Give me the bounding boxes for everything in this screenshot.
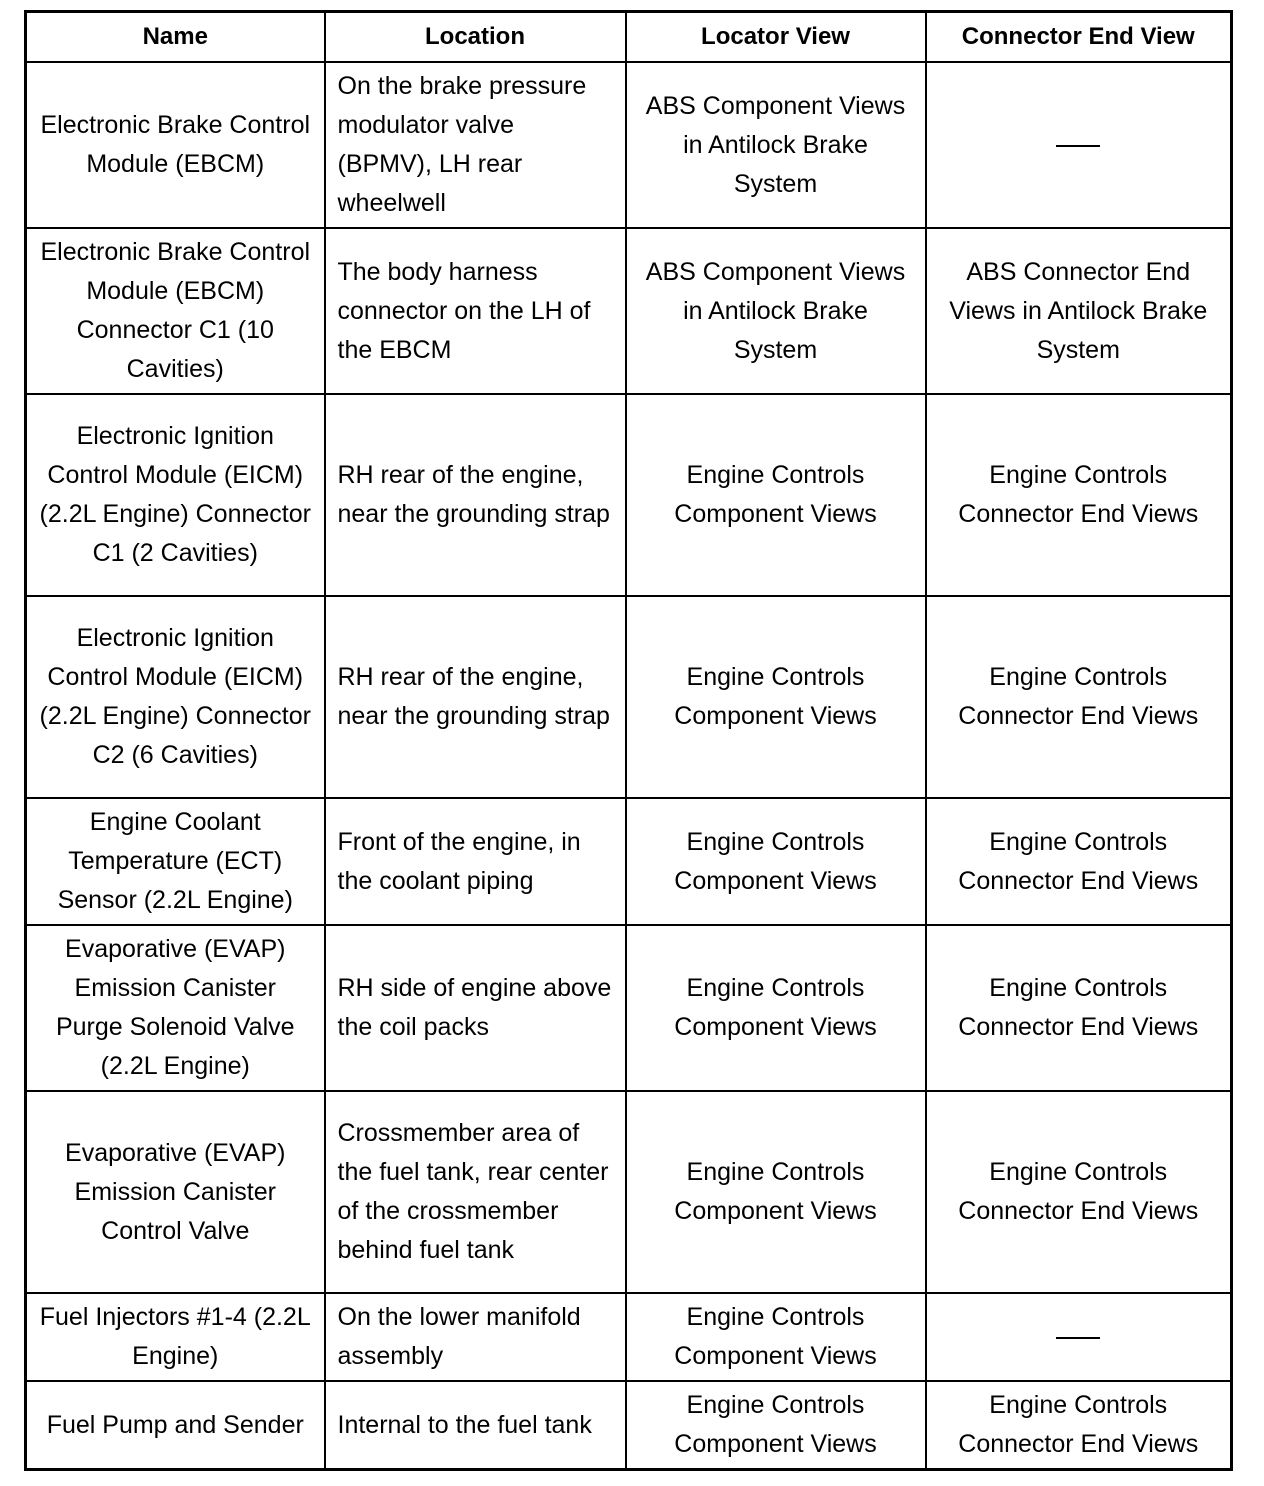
- table-row: [26, 62, 1232, 228]
- header-locator-view: Locator View: [626, 12, 926, 63]
- cell-name: Electronic Ignition Control Module (EICM) (2.2L Engine) Connector C2 (6 Cavities): [26, 596, 325, 798]
- cell-name: Engine Coolant Temperature (ECT) Sensor (2.2L Engine): [26, 798, 325, 925]
- cell-locator-view: ABS Component Views in Antilock Brake System: [626, 228, 926, 394]
- cell-location: RH side of engine above the coil packs: [325, 925, 626, 1091]
- cell-connector-end-view: Engine Controls Connector End Views: [926, 1091, 1232, 1293]
- cell-connector-end-view: Engine Controls Connector End Views: [926, 798, 1232, 925]
- table-row: [26, 798, 1232, 925]
- header-connector-end-view: Connector End View: [926, 12, 1232, 63]
- component-locator-table: [24, 10, 1233, 1471]
- cell-name: Electronic Brake Control Module (EBCM): [26, 62, 325, 228]
- table-row: [26, 1293, 1232, 1381]
- cell-locator-view: Engine Controls Component Views: [626, 798, 926, 925]
- cell-connector-end-view: ABS Connector End Views in Antilock Brake System: [926, 228, 1232, 394]
- cell-locator-view: Engine Controls Component Views: [626, 394, 926, 596]
- cell-location: The body harness connector on the LH of the EBCM: [325, 228, 626, 394]
- table-row: [26, 925, 1232, 1091]
- cell-connector-end-view: Engine Controls Connector End Views: [926, 394, 1232, 596]
- table-row: [26, 596, 1232, 798]
- cell-name: Evaporative (EVAP) Emission Canister Control Valve: [26, 1091, 325, 1293]
- cell-name: Electronic Brake Control Module (EBCM) Connector C1 (10 Cavities): [26, 228, 325, 394]
- cell-connector-end-view: Engine Controls Connector End Views: [926, 1381, 1232, 1470]
- cell-location: On the brake pressure modulator valve (BPMV), LH rear wheelwell: [325, 62, 626, 228]
- cell-locator-view: Engine Controls Component Views: [626, 1091, 926, 1293]
- empty-dash: [1056, 1337, 1100, 1339]
- cell-location: Internal to the fuel tank: [325, 1381, 626, 1470]
- cell-name: Electronic Ignition Control Module (EICM) (2.2L Engine) Connector C1 (2 Cavities): [26, 394, 325, 596]
- table-row: [26, 1091, 1232, 1293]
- cell-connector-end-view: Engine Controls Connector End Views: [926, 925, 1232, 1091]
- empty-dash: [1056, 145, 1100, 147]
- cell-location: RH rear of the engine, near the grounding strap: [325, 394, 626, 596]
- cell-location: Front of the engine, in the coolant piping: [325, 798, 626, 925]
- cell-connector-end-view: [926, 62, 1232, 228]
- cell-locator-view: Engine Controls Component Views: [626, 596, 926, 798]
- header-row: [26, 12, 1232, 63]
- header-location: Location: [325, 12, 626, 63]
- cell-locator-view: Engine Controls Component Views: [626, 925, 926, 1091]
- cell-locator-view: Engine Controls Component Views: [626, 1293, 926, 1381]
- cell-name: Fuel Pump and Sender: [26, 1381, 325, 1470]
- table-row: [26, 394, 1232, 596]
- cell-name: Fuel Injectors #1-4 (2.2L Engine): [26, 1293, 325, 1381]
- cell-location: On the lower manifold assembly: [325, 1293, 626, 1381]
- cell-location: RH rear of the engine, near the grounding strap: [325, 596, 626, 798]
- table-row: [26, 228, 1232, 394]
- cell-connector-end-view: [926, 1293, 1232, 1381]
- cell-locator-view: ABS Component Views in Antilock Brake System: [626, 62, 926, 228]
- cell-connector-end-view: Engine Controls Connector End Views: [926, 596, 1232, 798]
- table-row: [26, 1381, 1232, 1470]
- header-name: Name: [26, 12, 325, 63]
- cell-name: Evaporative (EVAP) Emission Canister Purge Solenoid Valve (2.2L Engine): [26, 925, 325, 1091]
- cell-location: Crossmember area of the fuel tank, rear center of the crossmember behind fuel tank: [325, 1091, 626, 1293]
- cell-locator-view: Engine Controls Component Views: [626, 1381, 926, 1470]
